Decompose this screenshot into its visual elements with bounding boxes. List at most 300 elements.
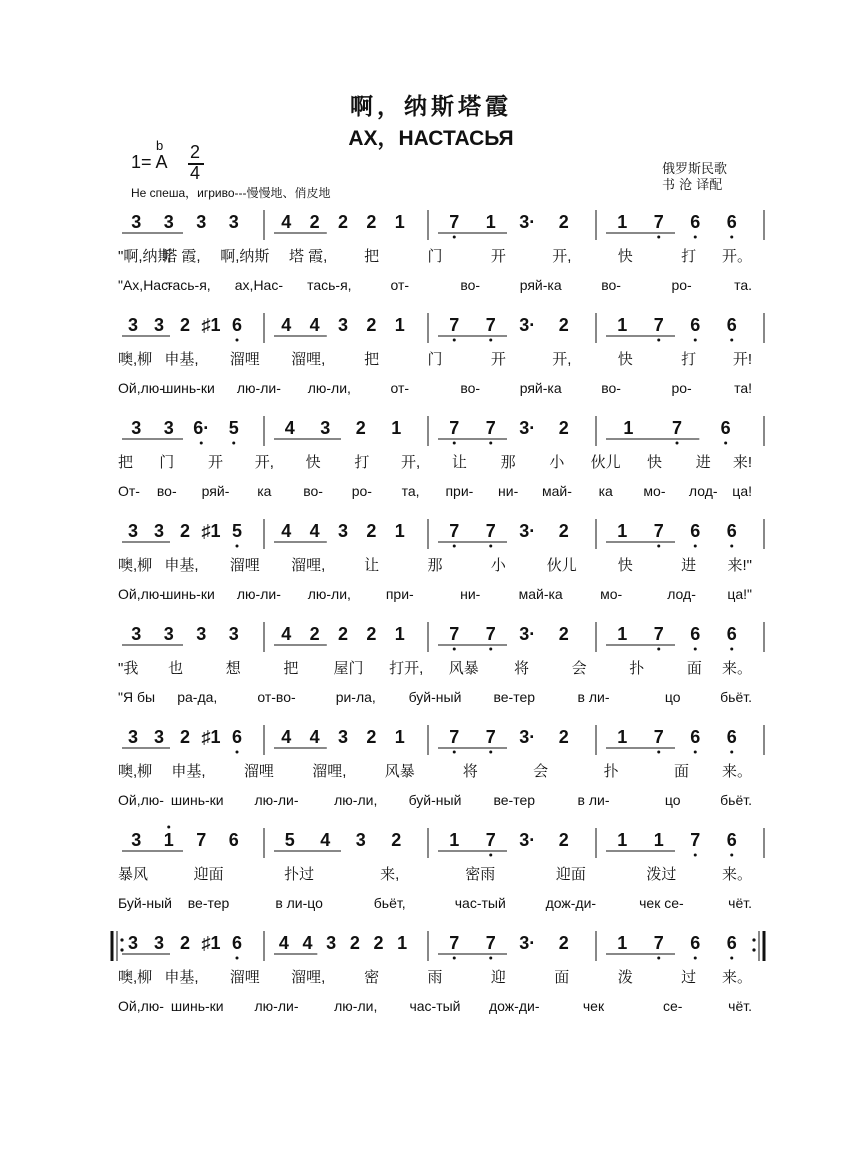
note: 7 <box>485 521 496 541</box>
key-flat-sign: b <box>156 138 164 153</box>
lyric-cn: 把 <box>364 351 380 368</box>
lyric-ru: Буй-ный <box>118 895 172 911</box>
lyric-ru: Ой,лю- <box>118 998 164 1014</box>
note: 2 <box>366 727 377 747</box>
lyric-ru: час-тый <box>454 895 506 911</box>
lyric-ru: цо <box>664 689 681 705</box>
note: 6 <box>726 521 737 541</box>
lyric-cn: 开! <box>732 351 752 368</box>
note: 3 <box>337 315 349 335</box>
lyric-cn: 把 <box>283 660 299 677</box>
note: 7 <box>449 315 460 335</box>
note: 4 <box>278 933 289 953</box>
lyric-ru: "Я бы <box>118 689 156 705</box>
note: 6 <box>726 933 737 953</box>
note: 2 <box>391 830 402 850</box>
lyric-ru: ве-тер <box>493 792 536 808</box>
lyric-ru: ри-ла, <box>335 689 376 705</box>
note: 7 <box>653 212 664 232</box>
lyric-cn: 门 <box>159 454 175 471</box>
note: 2 <box>337 624 349 644</box>
lyric-cn: 暴风 <box>118 866 149 883</box>
note: 3 <box>163 418 174 438</box>
note: 2 <box>366 521 377 541</box>
lyric-ru: ах,Нас- <box>234 277 284 293</box>
note: 1 <box>394 727 405 747</box>
title-chinese: 啊，纳斯塔霞 <box>350 93 512 120</box>
note: 1 <box>394 521 405 541</box>
note: 2 <box>337 212 349 232</box>
note: 6 <box>690 727 701 747</box>
lyric-ru: лод- <box>667 586 696 602</box>
note: 4 <box>281 315 292 335</box>
lyric-cn: 溜哩, <box>291 969 326 986</box>
note: 3 <box>320 418 331 438</box>
lyric-cn: "我 <box>118 660 139 677</box>
note: 3· <box>519 933 536 953</box>
lyric-ru: мо- <box>643 483 666 499</box>
note: 7 <box>449 418 460 438</box>
note: 6 <box>726 315 737 335</box>
octave-dot-low <box>694 339 697 342</box>
lyric-ru: ряй- <box>201 483 230 499</box>
octave-dot-low <box>453 236 456 239</box>
lyric-cn: 溜哩 <box>229 969 260 986</box>
octave-dot-low <box>489 854 492 857</box>
note: 2 <box>179 727 191 747</box>
composer-credit: 俄罗斯民歌 <box>662 162 728 177</box>
lyric-cn: 快 <box>617 351 633 368</box>
note: 2 <box>179 521 191 541</box>
lyric-cn: 噢,柳 <box>118 969 153 986</box>
lyric-cn: 快 <box>305 454 321 471</box>
lyric-cn: 开, <box>254 454 274 471</box>
octave-dot-low <box>489 648 492 651</box>
note: 2 <box>366 315 377 335</box>
octave-dot-low <box>453 751 456 754</box>
lyric-ru: ро- <box>351 483 372 499</box>
lyric-cn: 来。 <box>721 866 752 883</box>
note: 3 <box>127 315 139 335</box>
note: 4 <box>309 315 320 335</box>
note: 6 <box>726 212 737 232</box>
lyric-ru: Ой,лю- <box>118 792 164 808</box>
note: 7 <box>485 933 496 953</box>
lyric-cn: 溜哩 <box>229 557 260 574</box>
lyric-cn: 溜哩 <box>229 351 260 368</box>
lyric-cn: 那 <box>427 557 443 574</box>
note: 6· <box>193 418 210 438</box>
lyric-ru: чек <box>582 998 605 1014</box>
note: 7 <box>485 830 496 850</box>
note: 6 <box>726 830 737 850</box>
lyric-ru: дож-ди- <box>489 998 540 1014</box>
octave-dot-low <box>232 442 235 445</box>
lyric-cn: 小 <box>490 557 506 574</box>
lyric-ru: чек се- <box>639 895 684 911</box>
lyric-ru: дож-ди- <box>545 895 597 911</box>
note: 3 <box>153 521 165 541</box>
lyric-ru: тась-я, <box>307 277 352 293</box>
octave-dot-low <box>489 442 492 445</box>
note: 6 <box>726 624 737 644</box>
note: 3 <box>337 727 349 747</box>
note: 4 <box>302 933 313 953</box>
note: 2 <box>373 933 384 953</box>
lyric-ru: май- <box>541 483 572 499</box>
note: 7 <box>485 418 496 438</box>
lyric-ru: от- <box>390 277 410 293</box>
repeat-dot <box>120 938 123 941</box>
lyric-cn: 将 <box>462 763 478 780</box>
lyric-ru: бьёт. <box>720 689 752 705</box>
octave-dot-low <box>676 442 679 445</box>
lyric-cn: 扑 <box>629 660 645 677</box>
lyric-ru: шинь-ки <box>170 998 224 1014</box>
octave-dot-low <box>730 854 733 857</box>
lyric-cn: 密 <box>364 969 380 986</box>
lyric-ru: май-ка <box>518 586 563 602</box>
octave-dot-low <box>236 751 239 754</box>
lyric-cn: 雨 <box>427 969 443 986</box>
lyric-ru: Ой,лю- <box>118 380 164 396</box>
note: 2 <box>355 418 366 438</box>
note: 1 <box>617 315 628 335</box>
octave-dot-low <box>657 236 660 239</box>
lyric-cn: 开 <box>490 248 506 265</box>
note: 7 <box>485 315 496 335</box>
lyric-ru: мо- <box>600 586 623 602</box>
note: 7 <box>653 624 664 644</box>
lyric-cn: 溜哩 <box>243 763 274 780</box>
lyric-cn: 进 <box>681 557 697 574</box>
octave-dot-low <box>657 957 660 960</box>
note: 3 <box>131 830 142 850</box>
octave-dot-low <box>236 545 239 548</box>
note: 3· <box>519 727 536 747</box>
note: 3· <box>519 418 536 438</box>
note: 3 <box>228 212 239 232</box>
note: 1 <box>163 830 174 850</box>
octave-dot-low <box>730 751 733 754</box>
octave-dot-low <box>694 957 697 960</box>
lyric-ru: буй-ный <box>408 792 462 808</box>
note: 7 <box>449 727 460 747</box>
lyric-cn: 来。 <box>721 763 752 780</box>
lyric-cn: 来。 <box>721 969 752 986</box>
note: 3 <box>131 212 142 232</box>
note: 7 <box>449 933 460 953</box>
key-signature: 1= A <box>131 152 168 172</box>
note: ♯1 <box>201 521 221 541</box>
lyric-ru: ка <box>598 483 613 499</box>
lyric-cn: 也 <box>168 660 184 677</box>
lyric-cn: 让 <box>451 454 467 471</box>
note: 2 <box>349 933 360 953</box>
lyric-cn: 迎面 <box>555 866 586 883</box>
lyric-cn: 噢,柳 <box>118 763 153 780</box>
octave-dot-low <box>694 545 697 548</box>
note: 7 <box>449 521 460 541</box>
lyric-cn: 会 <box>533 763 549 780</box>
note: 3 <box>196 212 207 232</box>
lyric-cn: 面 <box>686 660 702 677</box>
lyric-ru: шинь-ки <box>170 792 224 808</box>
lyric-ru: буй-ный <box>408 689 462 705</box>
note: 4 <box>309 727 320 747</box>
octave-dot-low <box>200 442 203 445</box>
lyric-cn: 打 <box>354 454 370 471</box>
repeat-dot <box>752 948 755 951</box>
note: 1 <box>391 418 402 438</box>
lyric-ru: час-тый <box>409 998 461 1014</box>
lyric-ru: во- <box>460 277 481 293</box>
lyric-cn: 迎 <box>490 969 506 986</box>
note: 6 <box>231 315 243 335</box>
note: 6 <box>231 933 243 953</box>
lyric-ru: ни- <box>460 586 481 602</box>
note: 1 <box>394 624 405 644</box>
note: 6 <box>690 212 701 232</box>
octave-dot-low <box>453 957 456 960</box>
note: 2 <box>558 624 569 644</box>
octave-dot-low <box>657 545 660 548</box>
note: ♯1 <box>201 933 221 953</box>
note: 4 <box>281 624 292 644</box>
note: 7 <box>653 727 664 747</box>
lyric-cn: 开 <box>490 351 506 368</box>
octave-dot-low <box>489 957 492 960</box>
note: 3 <box>127 521 139 541</box>
lyric-cn: 面 <box>674 763 690 780</box>
note: 2 <box>179 315 191 335</box>
lyric-cn: 会 <box>571 660 587 677</box>
lyric-ru: ряй-ка <box>519 277 562 293</box>
lyric-cn: 噢,柳 <box>118 557 153 574</box>
lyric-ru: при- <box>445 483 474 499</box>
lyric-ru: та! <box>734 380 752 396</box>
lyric-cn: 开, <box>552 248 572 265</box>
lyric-cn: 泼 <box>617 969 633 986</box>
note: 1 <box>394 212 405 232</box>
lyric-cn: 开。 <box>721 248 752 265</box>
lyric-cn: 门 <box>427 351 443 368</box>
note: 7 <box>449 624 460 644</box>
octave-dot-low <box>236 957 239 960</box>
octave-dot-low <box>657 648 660 651</box>
octave-dot-low <box>694 648 697 651</box>
note: 7 <box>671 418 683 438</box>
lyric-cn: 门 <box>427 248 443 265</box>
octave-dot-low <box>730 648 733 651</box>
note: 6 <box>690 624 701 644</box>
lyric-cn: 快 <box>646 454 662 471</box>
note: 5 <box>284 830 295 850</box>
octave-dot-low <box>724 442 727 445</box>
lyric-cn: 那 <box>500 454 516 471</box>
note: 7 <box>653 521 664 541</box>
arranger-credit: 书 沧 译配 <box>662 178 723 193</box>
octave-dot-low <box>730 957 733 960</box>
lyric-ru: цо <box>664 792 681 808</box>
lyric-ru: тась-я, <box>166 277 211 293</box>
lyric-cn: 屋门 <box>333 660 364 677</box>
lyric-cn: 伙儿 <box>546 557 577 574</box>
lyric-cn: 申基, <box>164 557 199 574</box>
lyric-ru: во- <box>601 380 621 396</box>
octave-dot-low <box>694 854 697 857</box>
lyric-cn: 过 <box>681 969 697 986</box>
lyric-cn: 塔 霞, <box>162 248 201 265</box>
lyric-ru: ро- <box>671 277 692 293</box>
lyric-ru: во- <box>303 483 323 499</box>
note: 3 <box>228 624 239 644</box>
note: 7 <box>485 727 496 747</box>
octave-dot-low <box>657 751 660 754</box>
lyric-cn: 迎面 <box>193 866 224 883</box>
time-signature-bottom: 4 <box>190 163 201 183</box>
lyric-cn: 申基, <box>171 763 206 780</box>
lyric-cn: 打 <box>681 248 697 265</box>
lyric-cn: 让 <box>364 557 380 574</box>
note: 1 <box>394 315 405 335</box>
lyric-cn: 快 <box>617 557 633 574</box>
note: 2 <box>366 212 377 232</box>
note: 1 <box>617 727 628 747</box>
note: 3 <box>127 933 139 953</box>
lyric-ru: лод- <box>688 483 718 499</box>
lyric-cn: 来! <box>732 454 752 471</box>
octave-dot-low <box>453 339 456 342</box>
lyric-ru: се- <box>663 998 683 1014</box>
lyric-ru: ца! <box>732 483 752 499</box>
note: 7 <box>485 624 496 644</box>
lyric-ru: чёт. <box>728 998 752 1014</box>
note: 6 <box>228 830 239 850</box>
lyric-cn: 开, <box>552 351 572 368</box>
lyric-ru: от-во- <box>257 689 296 705</box>
note: 2 <box>179 933 191 953</box>
note: 3 <box>153 933 165 953</box>
lyric-ru: во- <box>601 277 621 293</box>
lyric-cn: 泼过 <box>646 866 677 883</box>
lyric-ru: во- <box>156 483 177 499</box>
lyric-ru: та, <box>401 483 420 499</box>
lyric-cn: 打 <box>681 351 697 368</box>
note: 3 <box>131 624 142 644</box>
lyric-ru: шинь-ки <box>162 586 215 602</box>
lyric-cn: 伙儿 <box>590 454 621 471</box>
octave-dot-low <box>730 339 733 342</box>
lyric-ru: ни- <box>498 483 519 499</box>
lyric-cn: 快 <box>617 248 633 265</box>
lyric-ru: при- <box>385 586 414 602</box>
lyric-cn: 将 <box>513 660 529 677</box>
note: 3 <box>196 624 207 644</box>
lyric-ru: ро- <box>671 380 692 396</box>
note: 6 <box>720 418 731 438</box>
note: 3 <box>153 315 165 335</box>
note: 2 <box>309 624 320 644</box>
lyric-ru: ца!" <box>727 586 752 602</box>
lyric-ru: лю-ли- <box>236 380 281 396</box>
lyric-cn: 把 <box>118 454 134 471</box>
lyric-ru: От- <box>118 483 140 499</box>
note: 1 <box>623 418 634 438</box>
note: 3· <box>519 830 536 850</box>
note: 3 <box>326 933 337 953</box>
time-signature-top: 2 <box>190 142 201 162</box>
note: 2 <box>558 212 569 232</box>
lyric-cn: 想 <box>225 660 241 677</box>
octave-dot-low <box>236 339 239 342</box>
octave-dot-low <box>694 751 697 754</box>
note: 2 <box>558 521 569 541</box>
octave-dot-low <box>730 236 733 239</box>
lyric-ru: в ли-цо <box>275 895 323 911</box>
lyric-cn: 啊,纳斯 <box>220 248 270 265</box>
lyric-cn: 溜哩, <box>291 557 326 574</box>
lyric-cn: 密雨 <box>465 866 496 883</box>
octave-dot-low <box>730 545 733 548</box>
note: 3 <box>153 727 165 747</box>
note: 1 <box>449 830 460 850</box>
note: 4 <box>281 212 292 232</box>
title-russian: АХ，НАСТАСЬЯ <box>348 127 514 150</box>
lyric-cn: 把 <box>364 248 380 265</box>
note: 7 <box>653 315 664 335</box>
lyric-cn: 风暴 <box>448 660 479 677</box>
lyric-cn: 开, <box>401 454 421 471</box>
note: 4 <box>281 521 292 541</box>
lyric-ru: ряй-ка <box>519 380 562 396</box>
lyric-ru: ве-тер <box>493 689 536 705</box>
lyric-ru: лю-ли, <box>307 586 351 602</box>
note: 3 <box>163 624 174 644</box>
lyric-cn: 申基, <box>164 969 199 986</box>
lyric-ru: от- <box>390 380 410 396</box>
note: 3· <box>519 521 536 541</box>
lyric-ru: лю-ли- <box>254 792 299 808</box>
octave-dot-low <box>453 545 456 548</box>
note: 2 <box>309 212 320 232</box>
note: 1 <box>485 212 496 232</box>
note: 7 <box>449 212 460 232</box>
lyric-ru: бьёт. <box>720 792 752 808</box>
note: 4 <box>320 830 331 850</box>
lyric-cn: 开 <box>208 454 224 471</box>
octave-dot-low <box>453 648 456 651</box>
note: 7 <box>653 933 664 953</box>
lyric-cn: 申基, <box>164 351 199 368</box>
note: 1 <box>397 933 408 953</box>
lyric-ru: лю-ли- <box>236 586 281 602</box>
lyric-cn: 小 <box>549 454 565 471</box>
note: 3· <box>519 624 536 644</box>
note: 6 <box>231 727 243 747</box>
note: 4 <box>281 727 292 747</box>
octave-dot-low <box>657 339 660 342</box>
lyric-ru: "Ах,Нас- <box>118 277 173 293</box>
lyric-ru: в ли- <box>577 792 610 808</box>
lyric-ru: лю-ли, <box>334 792 378 808</box>
lyric-ru: во- <box>460 380 481 396</box>
note: 6 <box>726 727 737 747</box>
octave-dot-low <box>489 545 492 548</box>
lyric-cn: 扑 <box>603 763 619 780</box>
octave-dot-low <box>453 442 456 445</box>
lyric-ru: Ой,лю- <box>118 586 164 602</box>
